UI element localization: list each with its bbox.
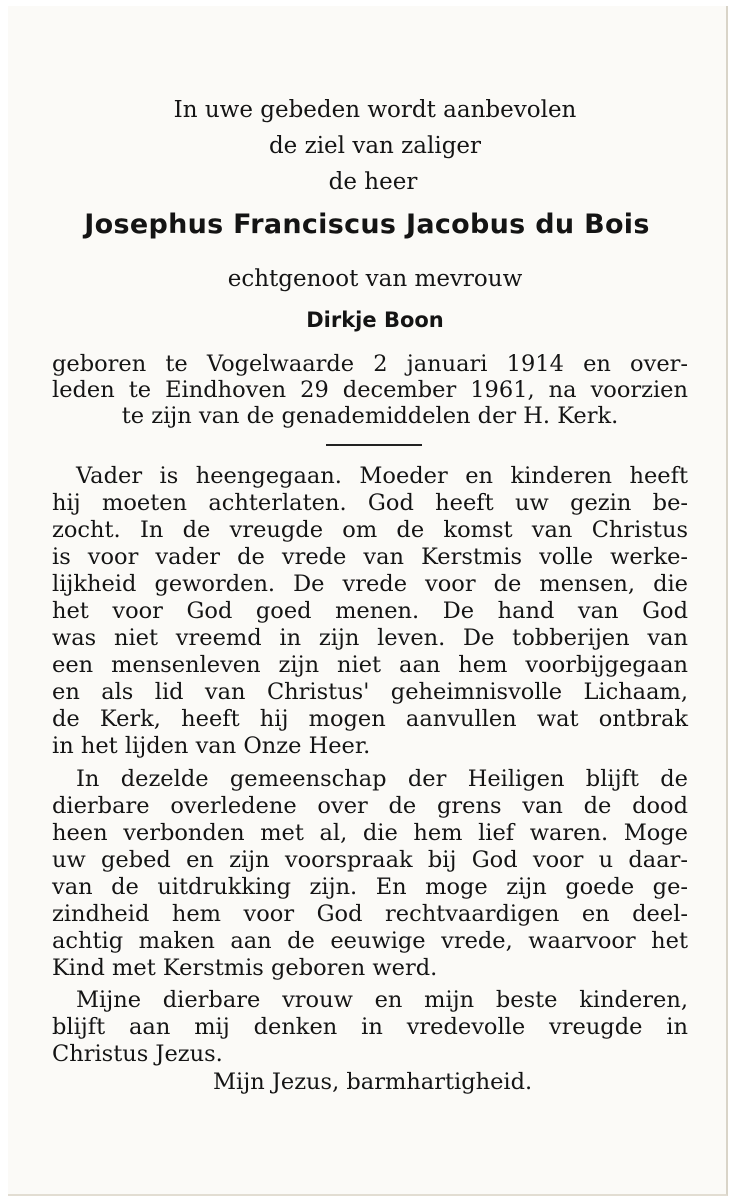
paragraph-2-line: uw gebed en zijn voorspraak bij God voor u daar- <box>52 847 688 873</box>
divider-rule <box>326 444 422 446</box>
life-dates-line: te zijn van de genademiddelen der H. Kerk. <box>121 403 619 429</box>
spouse-intro: echtgenoot van mevrouw <box>227 266 523 292</box>
paragraph-1-line: de Kerk, heeft hij mogen aanvullen wat ontbrak <box>52 706 688 732</box>
paragraph-2-line: zindheid hem voor God rechtvaardigen en deel- <box>52 901 688 927</box>
intro-line-3: de heer <box>328 169 418 195</box>
paragraph-1-line: en als lid van Christus' geheimnisvolle Lichaam, <box>52 679 688 705</box>
paragraph-3-line: Mijne dierbare vrouw en mijn beste kinderen, <box>76 987 688 1013</box>
life-dates-line: geboren te Vogelwaarde 2 januari 1914 en over- <box>52 351 688 377</box>
deceased-name: Josephus Franciscus Jacobus du Bois <box>84 209 650 240</box>
paragraph-2-line: Kind met Kerstmis geboren werd. <box>52 955 438 981</box>
prayer-card <box>8 6 728 1196</box>
paragraph-1-line: het voor God goed menen. De hand van God <box>52 598 688 624</box>
paragraph-1-line: een mensenleven zijn niet aan hem voorbijgegaan <box>52 652 688 678</box>
paragraph-2-line: achtig maken aan de eeuwige vrede, waarvoor het <box>52 928 688 954</box>
spouse-name: Dirkje Boon <box>306 308 444 332</box>
paragraph-1-line: hij moeten achterlaten. God heeft uw gezin be- <box>52 490 688 516</box>
paragraph-1-line: was niet vreemd in zijn leven. De tobberijen van <box>52 625 688 651</box>
paragraph-1-line: zocht. In de vreugde om de komst van Christus <box>52 517 688 543</box>
paragraph-1-line: in het lijden van Onze Heer. <box>52 733 371 759</box>
paragraph-2-line: dierbare overledene over de grens van de dood <box>52 793 688 819</box>
paragraph-2-line: van de uitdrukking zijn. En moge zijn goede ge- <box>52 874 688 900</box>
intro-line-2: de ziel van zaliger <box>268 133 482 159</box>
paragraph-2-line: heen verbonden met al, die hem lief waren. Moge <box>52 820 688 846</box>
life-dates-line: leden te Eindhoven 29 december 1961, na voorzien <box>52 377 688 403</box>
closing-prayer: Mijn Jezus, barmhartigheid. <box>213 1069 533 1095</box>
paragraph-1-line: is voor vader de vrede van Kerstmis volle werke- <box>52 544 688 570</box>
paragraph-3-line: blijft aan mij denken in vredevolle vreugde in <box>52 1014 688 1040</box>
intro-line-1: In uwe gebeden wordt aanbevolen <box>173 97 577 123</box>
paragraph-2-line: In dezelde gemeenschap der Heiligen blijft de <box>76 766 688 792</box>
paragraph-3-line: Christus Jezus. <box>52 1041 223 1067</box>
paragraph-1-line: Vader is heengegaan. Moeder en kinderen heeft <box>76 463 688 489</box>
paragraph-1-line: lijkheid geworden. De vrede voor de mensen, die <box>52 571 688 597</box>
